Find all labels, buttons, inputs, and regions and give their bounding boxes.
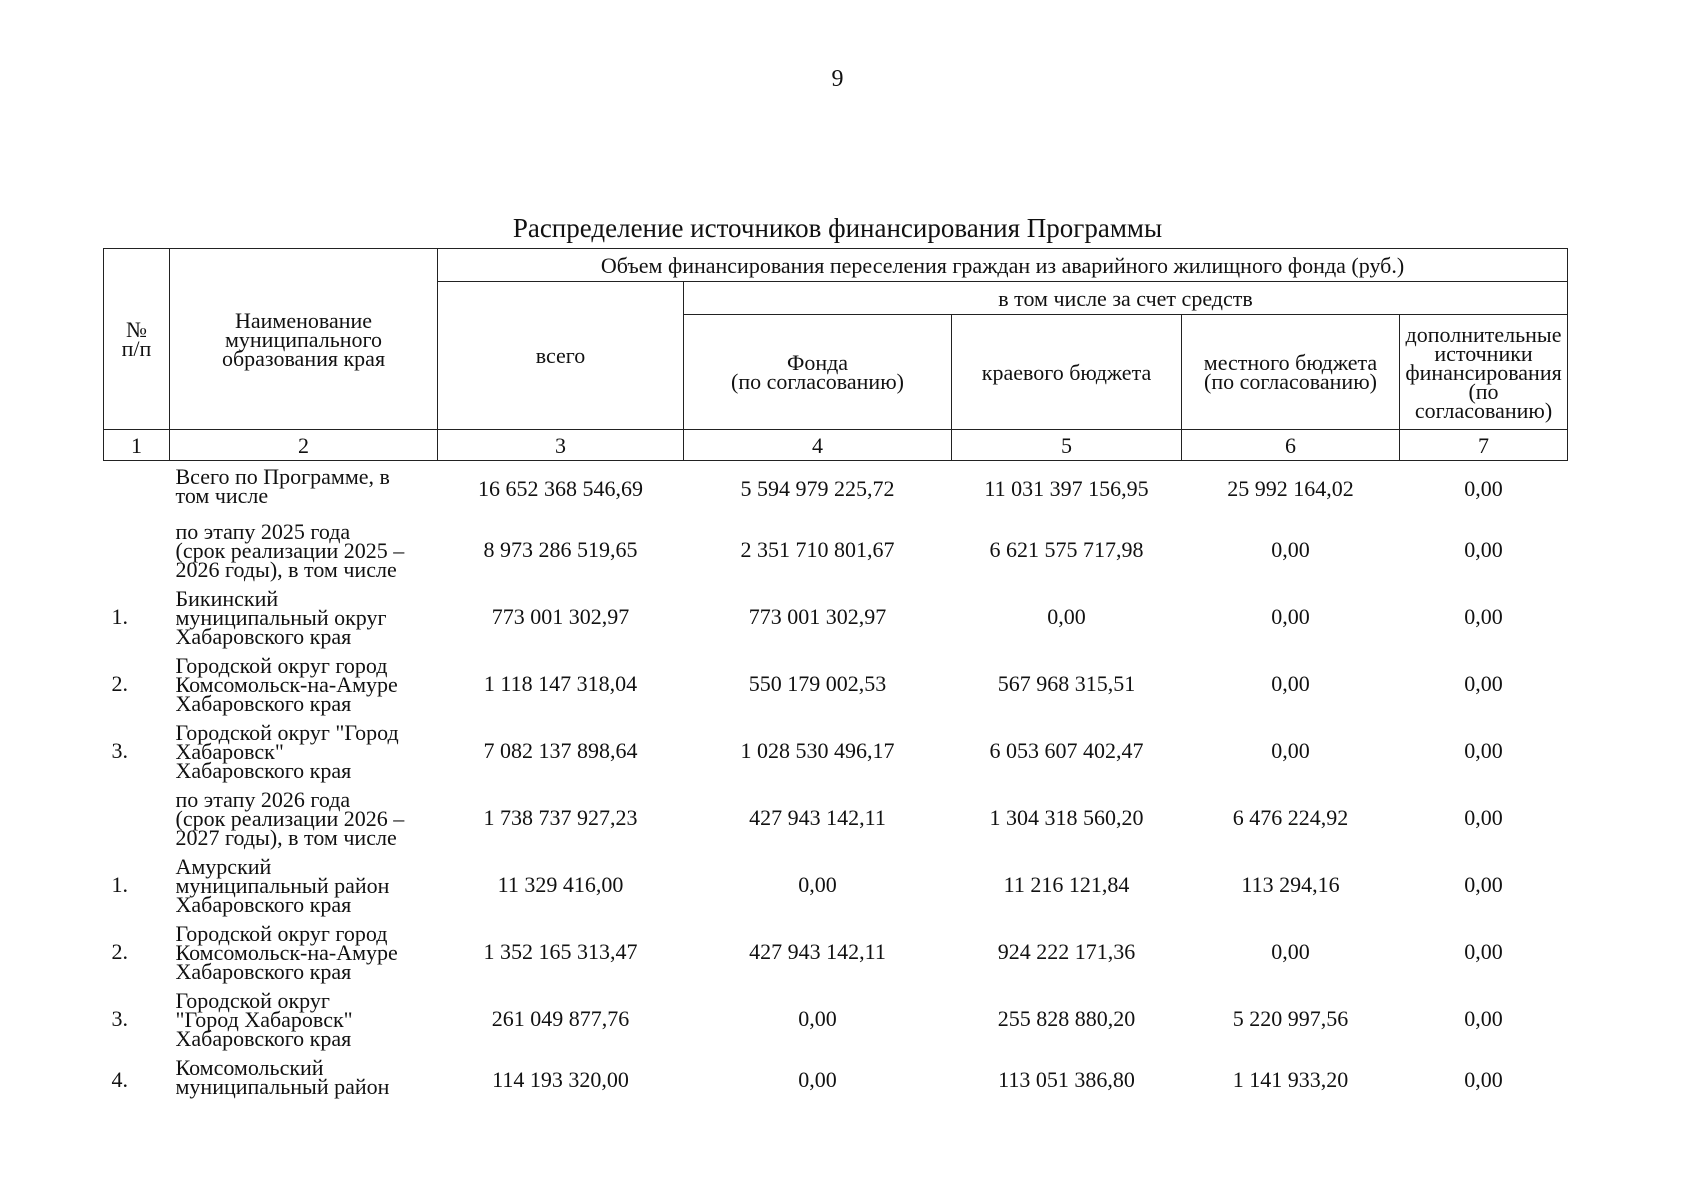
header-additional-line: (по bbox=[1468, 378, 1499, 404]
header-name-line: Наименование bbox=[234, 307, 373, 333]
amount-total: 261 049 877,76 bbox=[491, 1005, 630, 1031]
header-local-line: (по согласованию) bbox=[1204, 369, 1377, 394]
column-index: 2 bbox=[170, 430, 438, 461]
column-index: 7 bbox=[1400, 430, 1568, 461]
table-row bbox=[104, 985, 1568, 1052]
municipality-name-line: том числе bbox=[175, 483, 269, 508]
table-row bbox=[104, 461, 1568, 516]
table-row bbox=[104, 851, 1568, 918]
amount-additional-sources: 0,00 bbox=[1464, 1066, 1503, 1092]
municipality-name-line: 2027 годы), в том числе bbox=[175, 824, 397, 850]
table-row bbox=[104, 784, 1568, 851]
municipality-name-line: Хабаровского края bbox=[175, 891, 352, 917]
amount-local-budget: 113 294,16 bbox=[1241, 871, 1340, 897]
table-row bbox=[104, 1052, 1568, 1107]
row-number: 1. bbox=[111, 871, 128, 897]
municipality-name-line: Городской округ "Город bbox=[175, 719, 399, 745]
row-number: 2. bbox=[111, 670, 128, 696]
municipality-name-line: Хабаровского края bbox=[175, 623, 352, 649]
amount-additional-sources: 0,00 bbox=[1464, 475, 1503, 501]
municipality-name bbox=[170, 717, 438, 784]
municipality-name bbox=[170, 918, 438, 985]
amount-fund: 0,00 bbox=[798, 871, 837, 897]
municipality-name-line: Комсомольск-на-Амуре bbox=[175, 939, 398, 965]
municipality-name-line: Городской округ город bbox=[175, 920, 388, 946]
row-number bbox=[104, 784, 170, 851]
column-index: 3 bbox=[438, 430, 684, 461]
municipality-name-line: Городской округ bbox=[175, 987, 330, 1013]
amount-local-budget: 25 992 164,02 bbox=[1227, 475, 1354, 501]
municipality-name bbox=[170, 851, 438, 918]
header-total: всего bbox=[438, 282, 684, 430]
municipality-name bbox=[170, 583, 438, 650]
amount-fund: 427 943 142,11 bbox=[749, 804, 886, 830]
amount-local-budget: 1 141 933,20 bbox=[1232, 1066, 1349, 1092]
municipality-name-line: Хабаровского края bbox=[175, 757, 352, 783]
amount-regional-budget: 567 968 315,51 bbox=[997, 670, 1136, 696]
municipality-name-line: Комсомольск-на-Амуре bbox=[175, 671, 398, 697]
municipality-name-line: (срок реализации 2026 – bbox=[175, 805, 405, 831]
table-row bbox=[104, 516, 1568, 583]
amount-regional-budget: 0,00 bbox=[1047, 603, 1086, 629]
municipality-name-line: Хабаровского края bbox=[175, 1025, 352, 1051]
header-fund-line: Фонда bbox=[786, 350, 849, 375]
municipality-name-line: Хабаровского края bbox=[175, 690, 352, 716]
amount-total: 1 118 147 318,04 bbox=[483, 670, 638, 696]
municipality-name-line: по этапу 2026 года bbox=[175, 786, 351, 812]
amount-additional-sources: 0,00 bbox=[1464, 670, 1503, 696]
amount-local-budget: 0,00 bbox=[1271, 737, 1310, 763]
amount-total: 1 352 165 313,47 bbox=[483, 938, 638, 964]
header-number-line: п/п bbox=[121, 336, 152, 361]
header-additional-line: финансирования bbox=[1405, 359, 1562, 385]
header-financing-volume: Объем финансирования переселения граждан из аварийного жилищного фонда (руб.) bbox=[438, 249, 1568, 282]
amount-regional-budget: 11 216 121,84 bbox=[1003, 871, 1130, 897]
municipality-name-line: Хабаровского края bbox=[175, 958, 352, 984]
table-body bbox=[104, 461, 1568, 1107]
amount-local-budget: 0,00 bbox=[1271, 938, 1310, 964]
table-row bbox=[104, 650, 1568, 717]
amount-total: 114 193 320,00 bbox=[492, 1066, 629, 1092]
amount-regional-budget: 6 621 575 717,98 bbox=[989, 536, 1144, 562]
amount-fund: 5 594 979 225,72 bbox=[740, 475, 895, 501]
row-number bbox=[104, 516, 170, 583]
header-name-line: муниципального bbox=[224, 326, 382, 352]
amount-local-budget: 0,00 bbox=[1271, 536, 1310, 562]
row-number: 4. bbox=[111, 1066, 128, 1092]
header-regional-budget: краевого бюджета bbox=[952, 315, 1182, 430]
amount-total: 11 329 416,00 bbox=[497, 871, 624, 897]
amount-total: 8 973 286 519,65 bbox=[483, 536, 638, 562]
municipality-name bbox=[170, 784, 438, 851]
amount-additional-sources: 0,00 bbox=[1464, 737, 1503, 763]
column-index: 4 bbox=[684, 430, 952, 461]
amount-regional-budget: 924 222 171,36 bbox=[997, 938, 1136, 964]
amount-regional-budget: 6 053 607 402,47 bbox=[989, 737, 1144, 763]
amount-regional-budget: 1 304 318 560,20 bbox=[989, 804, 1144, 830]
table-row bbox=[104, 717, 1568, 784]
table-header bbox=[104, 249, 1568, 461]
column-index: 5 bbox=[952, 430, 1182, 461]
row-number: 2. bbox=[111, 938, 128, 964]
amount-additional-sources: 0,00 bbox=[1464, 1005, 1503, 1031]
header-local-line: местного бюджета bbox=[1203, 350, 1378, 375]
header-fund-line: (по согласованию) bbox=[731, 369, 904, 394]
header-name-line: образования края bbox=[221, 345, 386, 371]
amount-additional-sources: 0,00 bbox=[1464, 603, 1503, 629]
municipality-name bbox=[170, 985, 438, 1052]
header-local-budget bbox=[1182, 315, 1400, 430]
amount-local-budget: 0,00 bbox=[1271, 670, 1310, 696]
document-title: Распределение источников финансирования Программы bbox=[512, 213, 1163, 243]
municipality-name-line: "Город Хабаровск" bbox=[175, 1006, 353, 1032]
column-index: 6 bbox=[1182, 430, 1400, 461]
amount-fund: 2 351 710 801,67 bbox=[740, 536, 895, 562]
amount-additional-sources: 0,00 bbox=[1464, 871, 1503, 897]
amount-fund: 0,00 bbox=[798, 1005, 837, 1031]
municipality-name-line: Хабаровск" bbox=[175, 738, 284, 764]
amount-additional-sources: 0,00 bbox=[1464, 938, 1503, 964]
municipality-name bbox=[170, 1052, 438, 1107]
amount-fund: 427 943 142,11 bbox=[749, 938, 886, 964]
amount-fund: 773 001 302,97 bbox=[748, 603, 887, 629]
amount-fund: 550 179 002,53 bbox=[748, 670, 887, 696]
amount-regional-budget: 113 051 386,80 bbox=[998, 1066, 1135, 1092]
municipality-name-line: Бикинский bbox=[175, 585, 279, 611]
amount-regional-budget: 11 031 397 156,95 bbox=[984, 475, 1149, 501]
row-number bbox=[104, 461, 170, 516]
municipality-name-line: Всего по Программе, в bbox=[175, 464, 390, 489]
municipality-name-line: (срок реализации 2025 – bbox=[175, 537, 405, 563]
financing-table bbox=[103, 248, 1568, 1107]
row-number: 3. bbox=[111, 737, 128, 763]
amount-local-budget: 5 220 997,56 bbox=[1232, 1005, 1349, 1031]
municipality-name bbox=[170, 461, 438, 516]
municipality-name-line: по этапу 2025 года bbox=[175, 518, 351, 544]
table-row bbox=[104, 583, 1568, 650]
amount-total: 16 652 368 546,69 bbox=[478, 475, 643, 501]
municipality-name-line: Комсомольский bbox=[175, 1054, 324, 1080]
header-additional-line: дополнительные bbox=[1405, 321, 1562, 347]
amount-fund: 1 028 530 496,17 bbox=[740, 737, 895, 763]
amount-fund: 0,00 bbox=[798, 1066, 837, 1092]
header-number-line: № bbox=[126, 317, 147, 342]
header-number bbox=[104, 249, 170, 430]
amount-local-budget: 6 476 224,92 bbox=[1232, 804, 1349, 830]
header-municipality-name bbox=[170, 249, 438, 430]
amount-local-budget: 0,00 bbox=[1271, 603, 1310, 629]
municipality-name-line: муниципальный район bbox=[175, 872, 390, 898]
table-row bbox=[104, 918, 1568, 985]
municipality-name-line: муниципальный округ bbox=[175, 604, 387, 630]
header-fund bbox=[684, 315, 952, 430]
amount-additional-sources: 0,00 bbox=[1464, 804, 1503, 830]
amount-additional-sources: 0,00 bbox=[1464, 536, 1503, 562]
column-index: 1 bbox=[104, 430, 170, 461]
header-including-sources: в том числе за счет средств bbox=[684, 282, 1568, 315]
header-additional-sources bbox=[1400, 315, 1568, 430]
header-additional-line: согласованию) bbox=[1414, 397, 1553, 423]
municipality-name bbox=[170, 516, 438, 583]
municipality-name-line: Амурский bbox=[175, 853, 272, 879]
amount-total: 1 738 737 927,23 bbox=[483, 804, 638, 830]
amount-total: 7 082 137 898,64 bbox=[483, 737, 638, 763]
column-index-row bbox=[104, 430, 1568, 461]
amount-total: 773 001 302,97 bbox=[491, 603, 630, 629]
municipality-name-line: муниципальный район bbox=[175, 1073, 390, 1099]
page-number: 9 bbox=[831, 66, 844, 92]
municipality-name bbox=[170, 650, 438, 717]
municipality-name-line: 2026 годы), в том числе bbox=[175, 556, 397, 582]
municipality-name-line: Городской округ город bbox=[175, 652, 388, 678]
row-number: 1. bbox=[111, 603, 128, 629]
amount-regional-budget: 255 828 880,20 bbox=[997, 1005, 1136, 1031]
row-number: 3. bbox=[111, 1005, 128, 1031]
header-additional-line: источники bbox=[1434, 340, 1533, 366]
